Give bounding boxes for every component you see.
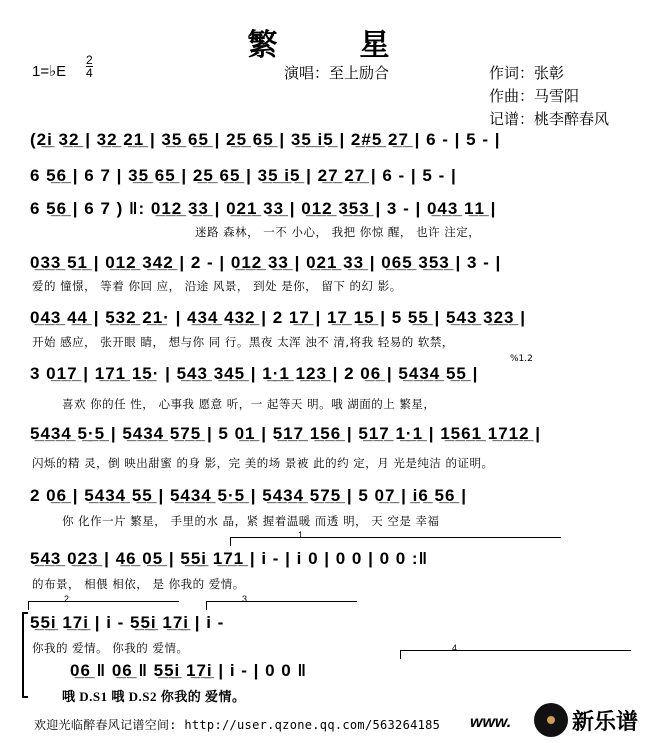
score-line-11: 0̲6̲ ‖ 0̲6̲ ‖ 5̲5̲i̲ 1̲7̲i̲ | i - | 0 0 ‖ bbox=[70, 661, 307, 680]
volta-number-1: 1 bbox=[298, 530, 304, 540]
time-signature-bottom: 4 bbox=[86, 66, 93, 80]
logo-text: 新乐谱 bbox=[572, 710, 639, 735]
volta-bracket-1 bbox=[230, 537, 561, 546]
lyric-line-2: 爱的 憧憬， 等着 你回 应， 沿途 风景， 到处 是你， 留下 的幻 影。 bbox=[32, 279, 402, 293]
singer-credit: 演唱：至上励合 bbox=[284, 64, 390, 82]
score-line-3: 6 5̲6̲ | 6 7 ) ‖: 0̲1̲2̲ 3̲3̲ | 0̲2̲1̲ 3̲3̲ | 0̲1̲2̲ 3̲5̲3̲ | 3 - | 0̲4̲3̲ 1̲1̲ | bbox=[30, 199, 497, 218]
time-signature-top: 2 bbox=[86, 53, 93, 67]
lyricist-credit: 作词：张彰 bbox=[489, 64, 565, 82]
lyric-line-8: 你我的 爱情。 你我的 爱情。 bbox=[32, 641, 189, 655]
volta-bracket-3 bbox=[206, 601, 357, 610]
lyric-line-6: 你 化作一片 繁星， 手里的水 晶，紧 握着温暖 而透 明， 天 空是 幸福 bbox=[62, 514, 440, 528]
lyric-line-3: 开始 感应， 张开眼 睛， 想与你 同 行。黑夜 太浑 浊不 清,将我 轻易的 软禁， bbox=[32, 335, 454, 349]
lyric-line-9: 哦 D.S1 哦 D.S2 你我的 爱情。 bbox=[62, 689, 246, 704]
system-bracket bbox=[22, 612, 28, 698]
lyric-line-5: 闪烁的精 灵，倒 映出甜蜜 的身 影，完 美的场 景被 此的约 定，月 光是纯洁 的证明。 bbox=[32, 456, 494, 470]
watermark-www: www. bbox=[470, 714, 512, 731]
footer-url-text: 欢迎光临醉春风记谱空间: http://user.qzone.qq.com/563264185 bbox=[34, 718, 441, 732]
time-signature bbox=[86, 54, 93, 79]
score-line-6: 3 0̲1̲7̲ | 1̲7̲1̲ 1̲5̲· | 5̲4̲3̲ 3̲4̲5̲ | 1̲·̲1̲ 1̲2̲3̲ | 2 0̲6̲ | 5̲4̲3̲4̲ 5̲5̲ | bbox=[30, 364, 479, 383]
key-signature: 1=♭E bbox=[32, 63, 67, 80]
volta-number-4: 4 bbox=[452, 643, 458, 653]
volta-bracket-4 bbox=[400, 650, 631, 659]
composer-credit: 作曲：马雪阳 bbox=[489, 87, 580, 105]
volta-number-3: 3 bbox=[242, 594, 248, 604]
volta-bracket-2 bbox=[28, 601, 179, 610]
score-line-10: 5̲5̲i̲ 1̲7̲i̲ | i - 5̲5̲i̲ 1̲7̲i̲ | i - bbox=[30, 613, 225, 632]
segno-label: %1.2 bbox=[510, 354, 533, 364]
score-line-8: 2 0̲6̲ | 5̲4̲3̲4̲ 5̲5̲ | 5̲4̲3̲4̲ 5̲·̲5̲ | 5̲4̲3̲4̲ 5̲7̲5̲ | 5 0̲7̲ | i̲6̲ 5̲6̲ | bbox=[30, 486, 467, 505]
score-line-5: 0̲4̲3̲ 4̲4̲ | 5̲3̲2̲ 2̲1̲· | 4̲3̲4̲ 4̲3̲2̲ | 2 1̲7̲ | 1̲7̲ 1̲5̲ | 5 5̲5̲ | 5̲4̲3̲ 3̲2̲3̲ | bbox=[30, 308, 526, 327]
score-line-1: (2̲i̲ 3̲2̲ | 3̲2̲ 2̲1̲ | 3̲5̲ 6̲5̲ | 2̲5̲ 6̲5̲ | 3̲5̲ i̲5̲ | 2̲#̲5̲ 2̲7̲ | 6 - | 5 - | bbox=[30, 130, 501, 149]
score-line-4: 0̲3̲3̲ 5̲1̲ | 0̲1̲2̲ 3̲4̲2̲ | 2 - | 0̲1̲2̲ 3̲3̲ | 0̲2̲1̲ 3̲3̲ | 0̲6̲5̲ 3̲5̲3̲ | 3 - | bbox=[30, 253, 502, 272]
logo-disc-icon bbox=[534, 703, 568, 737]
page-title: 繁 星 bbox=[247, 28, 416, 63]
score-line-2: 6 5̲6̲ | 6 7 | 3̲5̲ 6̲5̲ | 2̲5̲ 6̲5̲ | 3̲5̲ i̲5̲ | 2̲7̲ 2̲7̲ | 6 - | 5 - | bbox=[30, 166, 457, 185]
transcriber-credit: 记谱：桃李醉春风 bbox=[489, 110, 610, 128]
score-line-7: 5̲4̲3̲4̲ 5̲·̲5̲ | 5̲4̲3̲4̲ 5̲7̲5̲ | 5 0̲1̲ | 5̲1̲7̲ 1̲5̲6̲ | 5̲1̲7̲ 1̲·̲1̲ | 1̲5̲6̲1̲ 1̲7̲1̲2̲ | bbox=[30, 424, 542, 443]
lyric-line-4: 喜欢 你的任 性， 心事我 愿意 听，一 起等天 明。哦 湖面的上 繁星， bbox=[62, 397, 436, 411]
lyric-line-1: 迷路 森林， 一不 小心， 我把 你惊 醒， 也许 注定， bbox=[195, 225, 481, 239]
volta-number-2: 2 bbox=[64, 594, 70, 604]
lyric-line-7: 的布景， 相偎 相依， 是 你我的 爱情。 bbox=[32, 577, 245, 591]
score-line-9: 5̲4̲3̲ 0̲2̲3̲ | 4̲6̲ 0̲5̲ | 5̲5̲i̲ 1̲7̲1̲ | i - | i 0 | 0 0 | 0 0 :‖ bbox=[30, 549, 429, 568]
